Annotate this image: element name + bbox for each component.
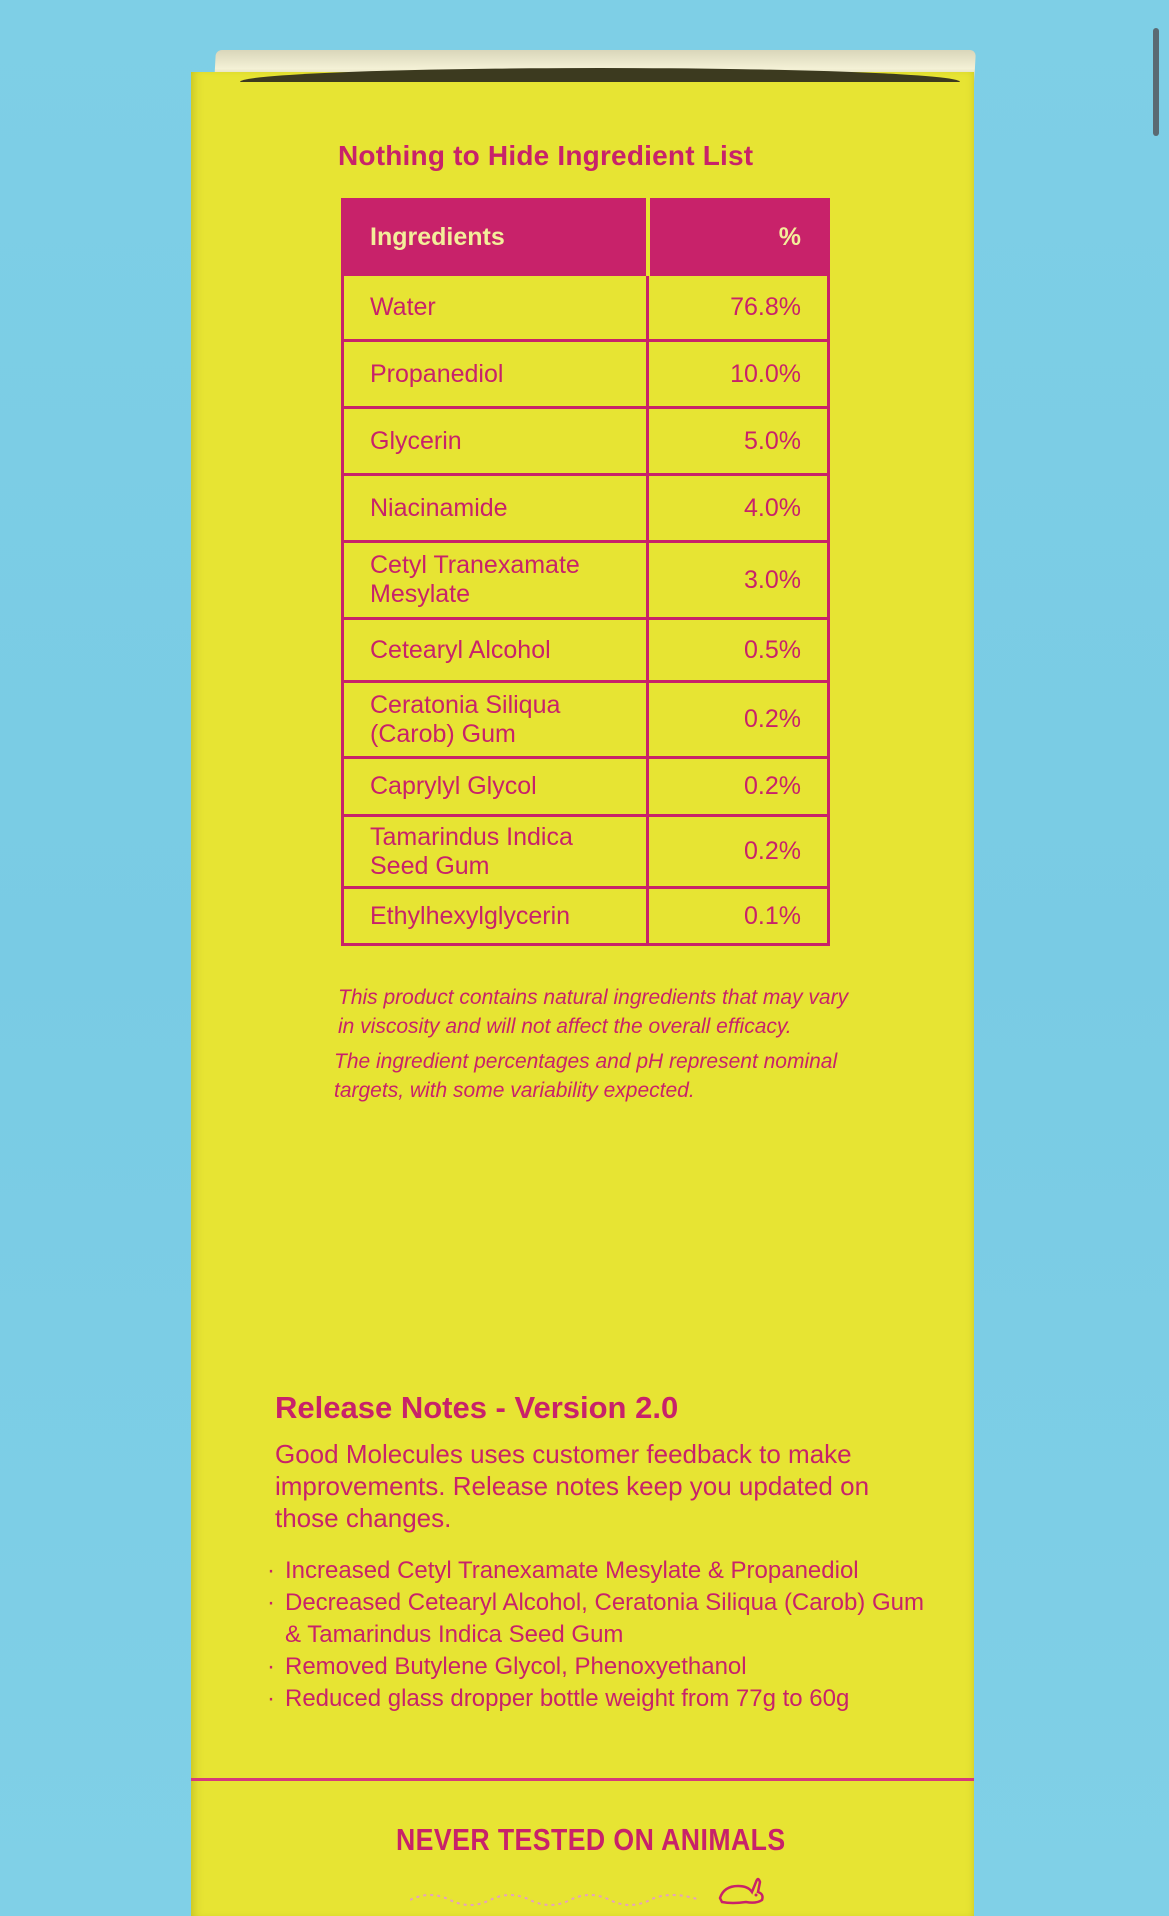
release-notes-list [265, 1555, 925, 1715]
ingredient-name: Cetearyl Alcohol [343, 619, 648, 682]
ingredient-name: Water [343, 275, 648, 341]
ingredient-name: Niacinamide [343, 475, 648, 542]
ingredient-percent: 0.1% [648, 888, 829, 945]
list-item-text: Removed Butylene Glycol, Phenoxyethanol [285, 1653, 747, 1680]
wavy-line-decoration [410, 1880, 700, 1910]
table-row [343, 758, 829, 816]
never-tested-label: NEVER TESTED ON ANIMALS [396, 1822, 786, 1857]
scrollbar[interactable] [1153, 28, 1159, 136]
ingredient-percent: 3.0% [648, 542, 829, 619]
list-item-text: Decreased Cetearyl Alcohol, Ceratonia Siliqua (Carob) Gum & Tamarindus Indica Seed Gum [285, 1589, 924, 1648]
ingredient-percent: 0.2% [648, 816, 829, 888]
ingredients-header: Ingredients [343, 200, 648, 275]
ingredient-table [341, 198, 830, 946]
ingredient-name: Propanediol [343, 341, 648, 408]
ingredient-percent: 5.0% [648, 408, 829, 475]
percentage-note: The ingredient percentages and pH represent nominal targets, with some variability expected. [334, 1050, 838, 1102]
ingredient-percent: 0.5% [648, 619, 829, 682]
release-notes-title: Release Notes - Version 2.0 [275, 1390, 679, 1425]
ingredient-percent: 0.2% [648, 682, 829, 758]
table-header-row [343, 200, 829, 275]
list-item-text: Increased Cetyl Tranexamate Mesylate & Propanediol [285, 1557, 859, 1584]
table-row [343, 619, 829, 682]
list-item-text: Reduced glass dropper bottle weight from 77g to 60g [285, 1685, 850, 1712]
ingredient-name: Caprylyl Glycol [343, 758, 648, 816]
viscosity-note: This product contains natural ingredients that may vary in viscosity and will not affect the overall efficacy. [338, 986, 849, 1038]
list-item: · Increased Cetyl Tranexamate Mesylate & Propanediol [267, 1557, 859, 1584]
ingredient-name: Ethylhexylglycerin [343, 888, 648, 945]
footer-divider [191, 1778, 974, 1781]
list-item: · Removed Butylene Glycol, Phenoxyethanol [267, 1653, 747, 1680]
table-row [343, 816, 829, 888]
list-item: · Decreased Cetearyl Alcohol, Ceratonia Siliqua (Carob) Gum & Tamarindus Indica Seed Gum [267, 1589, 924, 1648]
ingredient-percent: 76.8% [648, 275, 829, 341]
ingredient-name: Cetyl Tranexamate Mesylate [343, 542, 648, 619]
ingredient-list-title: Nothing to Hide Ingredient List [338, 140, 754, 171]
table-row [343, 682, 829, 758]
ingredient-percent: 4.0% [648, 475, 829, 542]
table-row [343, 888, 829, 945]
ingredient-name: Glycerin [343, 408, 648, 475]
ingredient-percent: 0.2% [648, 758, 829, 816]
table-row [343, 542, 829, 619]
bunny-icon [710, 1868, 770, 1908]
disclaimer-notes [334, 983, 858, 1111]
table-row [343, 275, 829, 341]
list-item: · Reduced glass dropper bottle weight from 77g to 60g [267, 1685, 850, 1712]
ingredient-percent: 10.0% [648, 341, 829, 408]
table-row [343, 341, 829, 408]
ingredient-name: Tamarindus Indica Seed Gum [343, 816, 648, 888]
percent-header: % [648, 200, 829, 275]
release-notes-body: Good Molecules uses customer feedback to make improvements. Release notes keep you updated on those changes. [275, 1439, 870, 1533]
ingredient-name: Ceratonia Siliqua (Carob) Gum [343, 682, 648, 758]
table-row [343, 408, 829, 475]
table-row [343, 475, 829, 542]
